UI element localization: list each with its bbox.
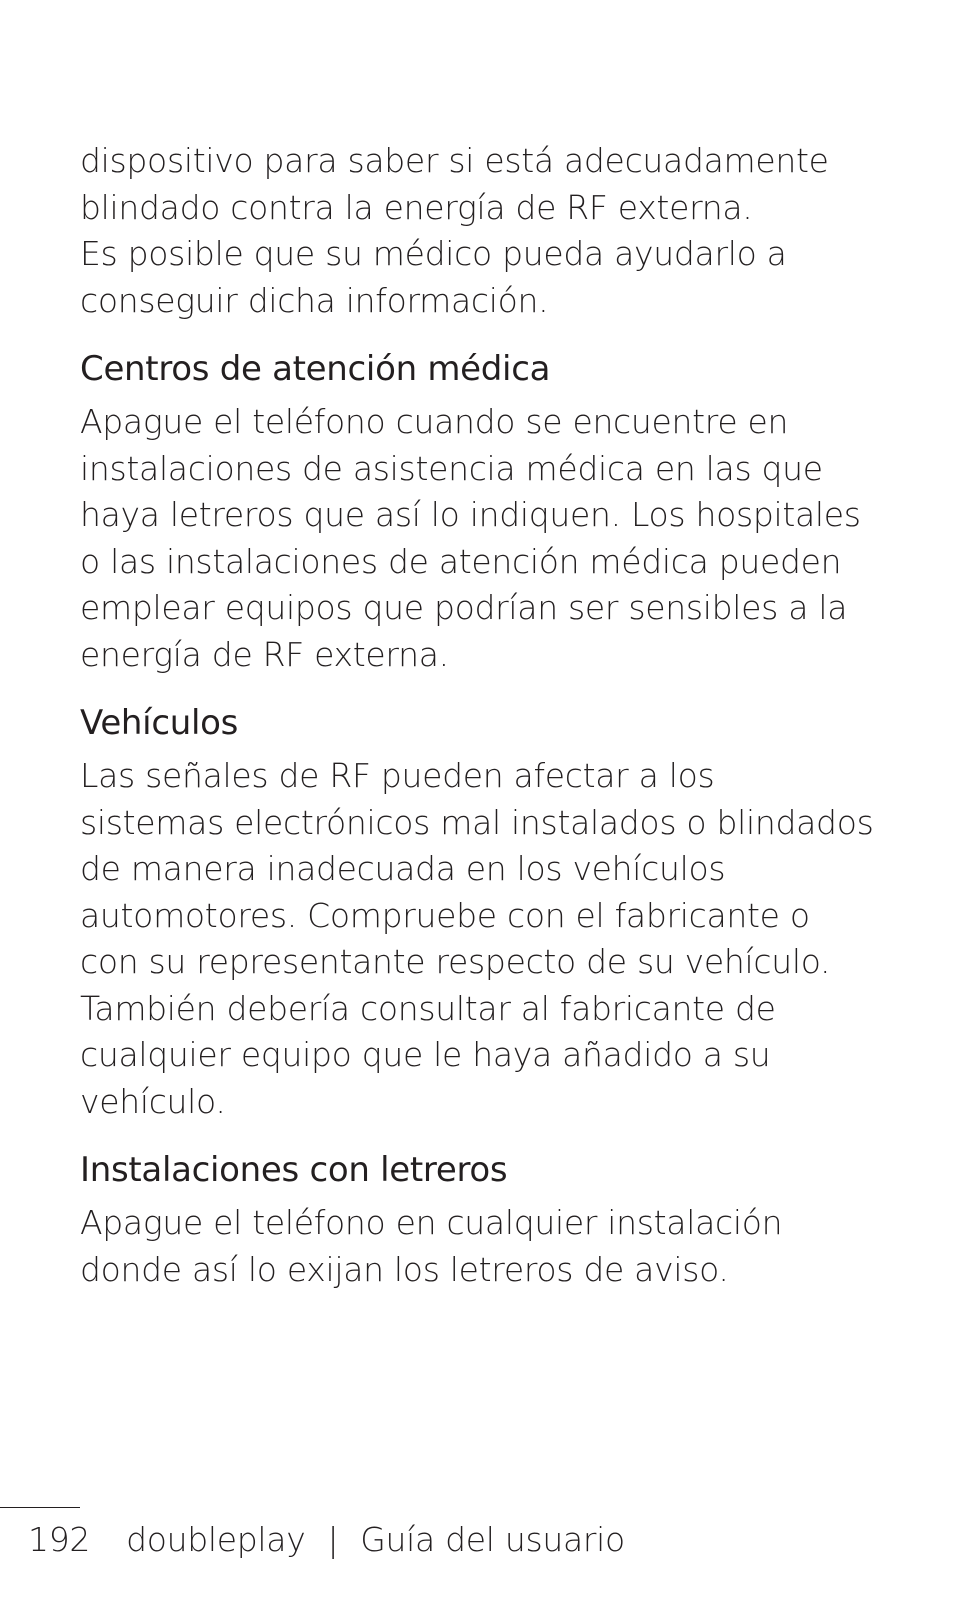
footer-rule	[0, 1507, 80, 1508]
section-heading-medical-centers: Centros de atención médica	[80, 349, 551, 389]
intro-paragraph: dispositivo para saber si está adecuadamente blindado contra la energía de RF externa. Es posible que su médico pueda ayudarlo a conseguir dicha información.	[80, 141, 829, 320]
section-medical-centers	[80, 346, 940, 678]
section-heading-signposted-facilities: Instalaciones con letreros	[80, 1150, 508, 1190]
page-footer	[28, 1518, 625, 1562]
section-vehicles	[80, 700, 940, 1125]
section-body-medical-centers: Apague el teléfono cuando se encuentre en instalaciones de asistencia médica en las que haya letreros que así lo indiquen. Los hospitales o las instalaciones de atención médica pueden emplear equipos que podrían ser sensibles a la energía de RF externa.	[80, 402, 861, 674]
footer-guide-title: Guía del usuario	[360, 1520, 625, 1559]
section-body-vehicles: Las señales de RF pueden afectar a los sistemas electrónicos mal instalados o blindados de manera inadecuada en los vehículos automotores. Compruebe con el fabricante o con su representante respecto de su vehículo. También debería consultar al fabricante de cualquier equipo que le haya añadido a su vehículo.	[80, 756, 874, 1121]
page-number: 192	[28, 1520, 91, 1559]
section-signposted-facilities	[80, 1147, 940, 1293]
section-body-signposted-facilities: Apague el teléfono en cualquier instalación donde así lo exijan los letreros de aviso.	[80, 1203, 783, 1289]
footer-separator: |	[327, 1520, 339, 1559]
section-heading-vehicles: Vehículos	[80, 703, 239, 743]
page-content	[80, 138, 940, 1293]
footer-product-name: doubleplay	[126, 1520, 306, 1559]
